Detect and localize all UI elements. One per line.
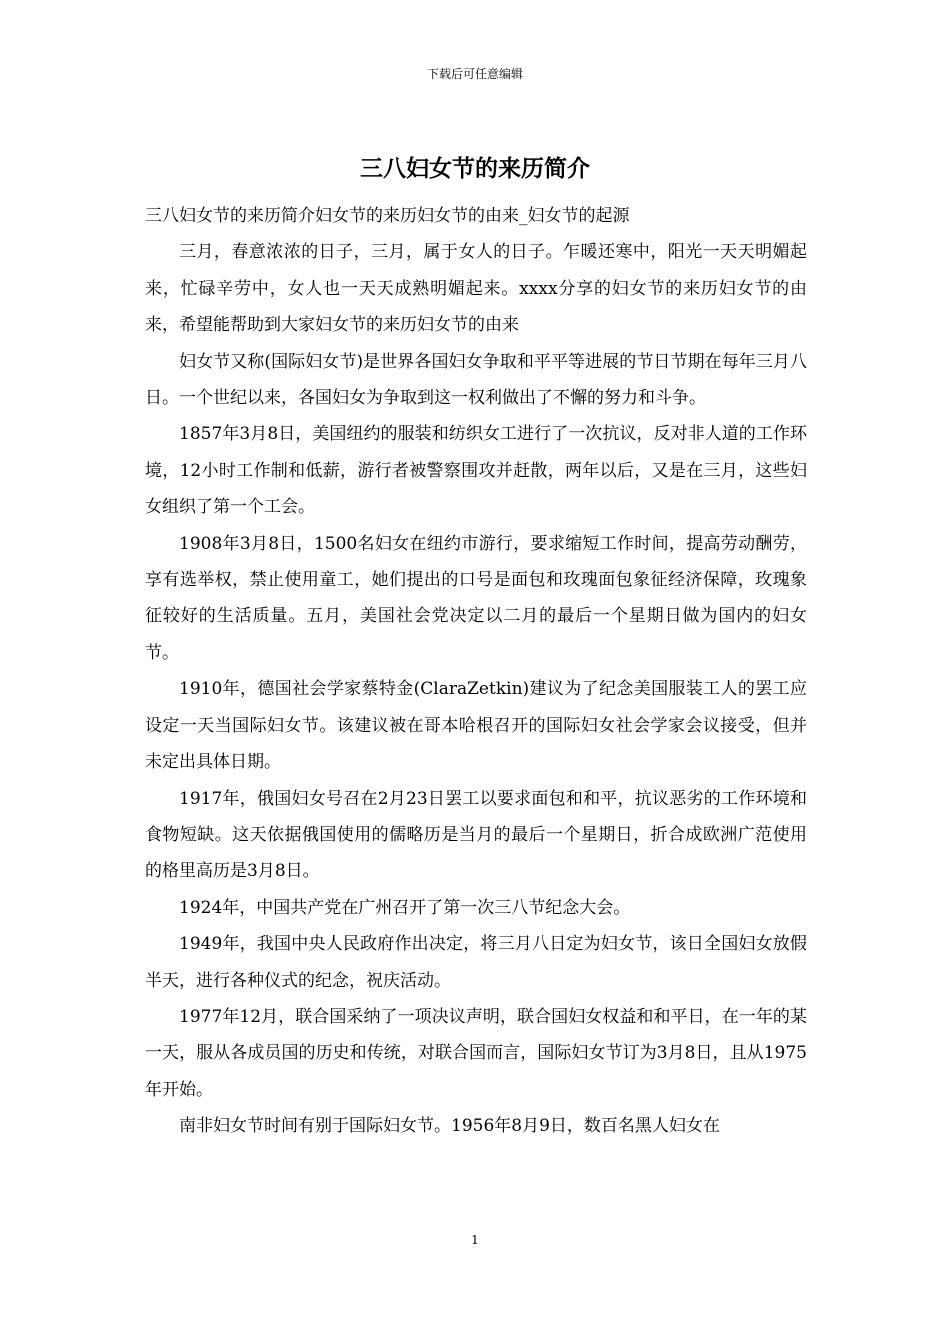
body-paragraph: 南非妇女节时间有别于国际妇女节。1956年8月9日，数百名黑人妇女在 (179, 1116, 720, 1137)
header-note: 下载后可任意编辑 (426, 67, 523, 81)
body-paragraph: 1949年，我国中央人民政府作出决定，将三月八日定为妇女节，该日全国妇女放假半天，进行各种仪式的纪念，祝庆活动。 (145, 934, 807, 991)
body-paragraph: 1857年3月8日，美国纽约的服装和纺织女工进行了一次抗议，反对非人道的工作环境，12小时工作制和低薪，游行者被警察围攻并赶散，两年以后，又是在三月，这些妇女组织了第一个工会。 (145, 424, 807, 518)
body-paragraph: 1977年12月，联合国采纳了一项决议声明，联合国妇女权益和和平日，在一年的某一天，服从各成员国的历史和传统，对联合国而言，国际妇女节订为3月8日，且从1975年开始。 (145, 1006, 807, 1100)
body-paragraph: 1910年，德国社会学家蔡特金(ClaraZetkin)建议为了纪念美国服装工人的罢工应设定一天当国际妇女节。该建议被在哥本哈根召开的国际妇女社会学家会议接受，但并未定出具体日期。 (145, 679, 807, 773)
page-number: 1 (471, 1233, 479, 1247)
body-paragraph: 1924年，中国共产党在广州召开了第一次三八节纪念大会。 (179, 897, 631, 918)
document-body (145, 198, 807, 1145)
body-paragraph: 1917年，俄国妇女号召在2月23日罢工以要求面包和和平，抗议恶劣的工作环境和食物短缺。这天依据俄国使用的儒略历是当月的最后一个星期日，折合成欧洲广范使用的格里高历是3月8日。 (145, 788, 807, 882)
body-paragraph: 三月，春意浓浓的日子，三月，属于女人的日子。乍暖还寒中，阳光一天天明媚起来，忙碌辛劳中，女人也一天天成熟明媚起来。xxxx分享的妇女节的来历妇女节的由来，希望能帮助到大家妇女节的来历妇女节的由来 (145, 242, 807, 336)
body-paragraph: 1908年3月8日，1500名妇女在纽约市游行，要求缩短工作时间，提高劳动酬劳，享有选举权，禁止使用童工，她们提出的口号是面包和玫瑰面包象征经济保障，玫瑰象征较好的生活质量。五月，美国社会党决定以二月的最后一个星期日做为国内的妇女节。 (145, 533, 807, 663)
subtitle-paragraph: 三八妇女节的来历简介妇女节的来历妇女节的由来_妇女节的起源 (145, 206, 630, 226)
body-paragraph: 妇女节又称(国际妇女节)是世界各国妇女争取和平平等进展的节日节期在每年三月八日。一个世纪以来，各国妇女为争取到这一权利做出了不懈的努力和斗争。 (145, 351, 807, 409)
document-title: 三八妇女节的来历简介 (360, 155, 590, 182)
